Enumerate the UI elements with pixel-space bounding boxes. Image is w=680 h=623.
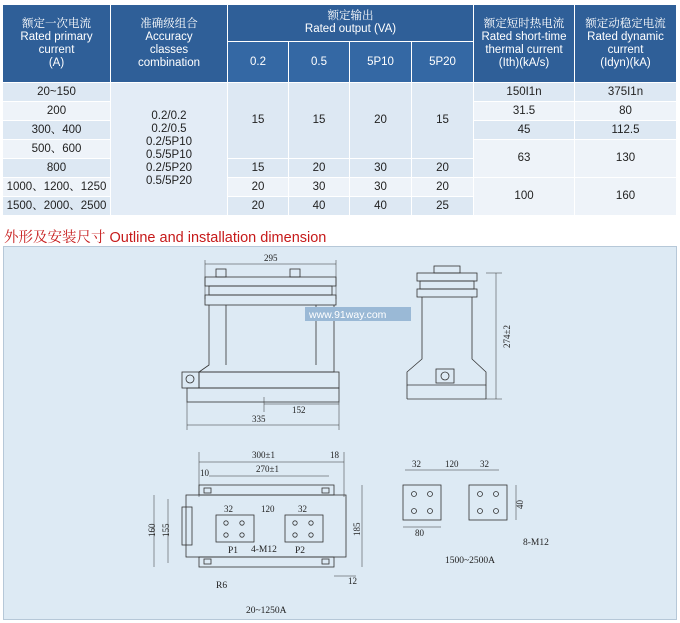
current-cell: 300、400	[3, 121, 111, 140]
current-cell: 20~150	[3, 83, 111, 102]
thermal-cell: 31.5	[474, 102, 575, 121]
terminal-pad-32-label-2: 32	[480, 459, 489, 469]
span-270-label: 270±1	[256, 464, 279, 474]
spec-table	[2, 4, 677, 216]
thermal-cell: 45	[474, 121, 575, 140]
pitch-120-label: 120	[261, 504, 275, 514]
width-295-label: 295	[264, 253, 278, 263]
output-cell: 20	[228, 178, 289, 197]
bolt-4m12-label: 4-M12	[251, 545, 277, 555]
accuracy-combinations-cell: 0.2/0.2 0.2/0.5 0.2/5P10 0.5/5P10 0.2/5P20 0.5/5P20	[111, 83, 228, 216]
terminal-80-label: 80	[415, 528, 424, 538]
pad-32-label-2: 32	[298, 504, 307, 514]
header-thermal-current: 额定短时热电流 Rated short-time thermal current (Ith)(kA/s)	[474, 5, 575, 83]
terminal-p2-label: P2	[295, 546, 306, 556]
header-class-0-5: 0.5	[289, 42, 350, 83]
dimension-drawing	[3, 246, 677, 620]
header-class-5p20: 5P20	[412, 42, 474, 83]
edge-18-label: 18	[330, 450, 339, 460]
terminal-view	[403, 459, 549, 566]
thermal-cell: 63	[474, 140, 575, 178]
output-cell: 30	[350, 178, 412, 197]
output-cell: 20	[350, 83, 412, 159]
output-cell: 30	[289, 178, 350, 197]
pad-32-label: 32	[224, 504, 233, 514]
height-274-label: 274±2	[502, 325, 512, 348]
overall-300-label: 300±1	[252, 450, 275, 460]
output-cell: 15	[228, 159, 289, 178]
edge-10-label: 10	[200, 468, 209, 478]
output-cell: 20	[289, 159, 350, 178]
height-160-label: 160	[147, 523, 157, 537]
thermal-cell: 150I1n	[474, 83, 575, 102]
header-class-0-2: 0.2	[228, 42, 289, 83]
section-heading-cn: 外形及安装尺寸	[4, 230, 106, 246]
height-155-label: 155	[161, 523, 171, 537]
section-heading-en: Outline and installation dimension	[109, 230, 327, 246]
header-accuracy-classes: 准确级组合 Accuracy classes combination	[111, 5, 228, 83]
output-cell: 15	[412, 83, 474, 159]
dynamic-cell: 112.5	[575, 121, 677, 140]
current-cell: 1000、1200、1250	[3, 178, 111, 197]
inset-12-label: 12	[348, 576, 357, 586]
current-cell: 800	[3, 159, 111, 178]
current-cell: 500、600	[3, 140, 111, 159]
front-view	[182, 253, 339, 430]
current-cell: 1500、2000、2500	[3, 197, 111, 216]
header-class-5p10: 5P10	[350, 42, 412, 83]
header-dynamic-current: 额定动稳定电流 Rated dynamic current (Idyn)(kA)	[575, 5, 677, 83]
bolt-8m12-label: 8-M12	[523, 538, 549, 548]
dynamic-cell: 375I1n	[575, 83, 677, 102]
model-range-small-label: 20~1250A	[246, 606, 287, 616]
current-cell: 200	[3, 102, 111, 121]
side-view	[407, 266, 512, 399]
output-cell: 20	[228, 197, 289, 216]
output-cell: 15	[228, 83, 289, 159]
output-cell: 20	[412, 178, 474, 197]
terminal-side-40-label: 40	[515, 500, 525, 509]
watermark-text: www.91way.com	[309, 309, 387, 321]
height-185-label: 185	[352, 522, 362, 536]
terminal-pitch-120-label: 120	[445, 459, 459, 469]
output-cell: 30	[350, 159, 412, 178]
terminal-pad-32-label: 32	[412, 459, 421, 469]
output-cell: 40	[350, 197, 412, 216]
header-rated-primary-current: 额定一次电流 Rated primary current (A)	[3, 5, 111, 83]
dynamic-cell: 130	[575, 140, 677, 178]
model-range-large-label: 1500~2500A	[445, 556, 496, 566]
output-cell: 40	[289, 197, 350, 216]
section-heading	[4, 226, 326, 247]
radius-r6-label: R6	[216, 581, 228, 591]
base-width-335-label: 335	[252, 414, 266, 424]
header-rated-output: 额定输出 Rated output (VA)	[228, 5, 474, 42]
terminal-p1-label: P1	[228, 546, 239, 556]
output-cell: 15	[289, 83, 350, 159]
dynamic-cell: 160	[575, 178, 677, 216]
thermal-cell: 100	[474, 178, 575, 216]
output-cell: 20	[412, 159, 474, 178]
bottom-view	[147, 450, 362, 616]
dynamic-cell: 80	[575, 102, 677, 121]
offset-152-label: 152	[292, 405, 306, 415]
output-cell: 25	[412, 197, 474, 216]
